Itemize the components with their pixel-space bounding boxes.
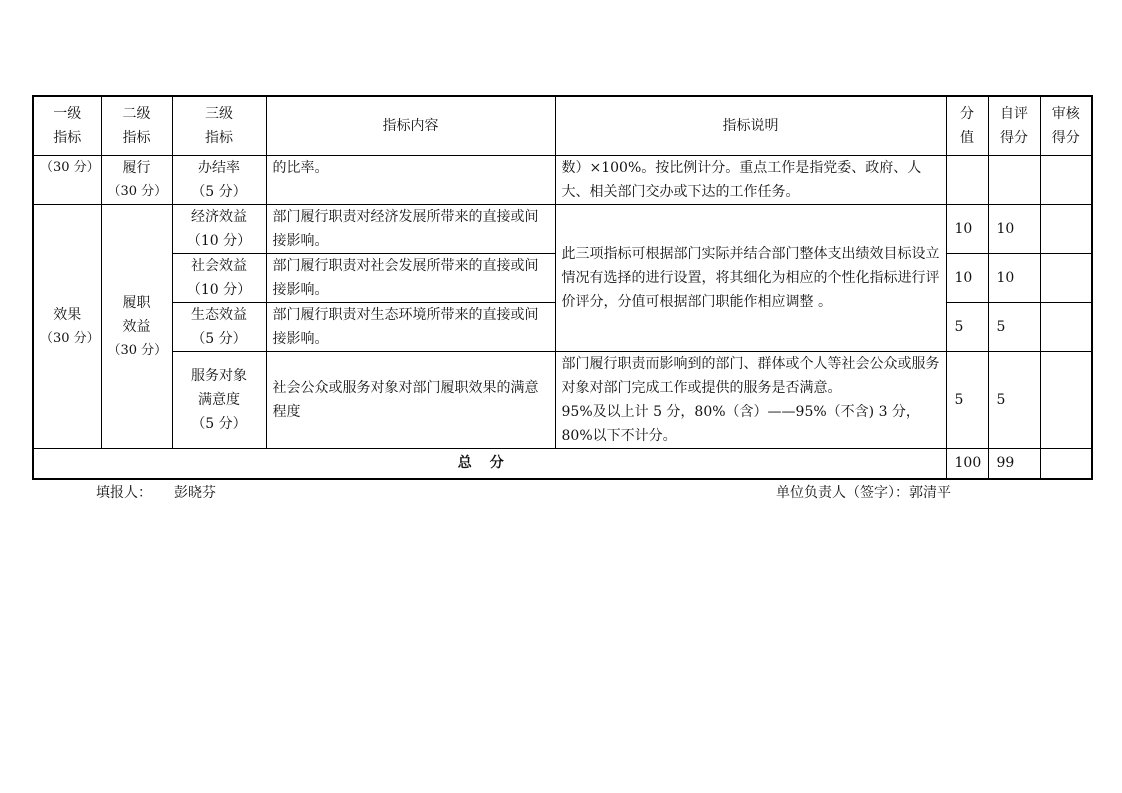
header-content: 指标内容 xyxy=(266,96,555,156)
table-row-economic-benefit xyxy=(33,205,1092,254)
content-cell-social: 部门履行职责对社会发展所带来的直接或间接影响。 xyxy=(266,254,555,303)
unit-head-name: 郭清平 xyxy=(909,485,951,501)
filler-info xyxy=(96,482,216,502)
audit-score-cell-economic xyxy=(1040,205,1092,254)
total-score: 100 xyxy=(946,449,988,479)
level3-name: 社会效益 xyxy=(191,258,247,274)
description-cell-completion-rate: 数）×100%。按比例计分。重点工作是指党委、政府、人大、相关部门交办或下达的工作任务。 xyxy=(555,156,946,205)
filler-label: 填报人： xyxy=(96,485,152,501)
audit-score-cell-satisfaction xyxy=(1040,352,1092,449)
level3-name: 办结率 xyxy=(198,160,240,176)
self-score-cell-economic: 10 xyxy=(988,205,1040,254)
level3-score: （5 分） xyxy=(191,331,247,347)
table-row-total xyxy=(33,449,1092,479)
audit-score-cell-empty xyxy=(1040,156,1092,205)
unit-head-label: 单位负责人（签字）： xyxy=(776,485,909,501)
score-cell-ecological: 5 xyxy=(946,303,988,352)
header-level2: 二级 指标 xyxy=(101,96,172,156)
self-score-cell-social: 10 xyxy=(988,254,1040,303)
total-label: 总分 xyxy=(33,449,946,479)
score-cell-economic: 10 xyxy=(946,205,988,254)
level2-name-line2: 效益 xyxy=(122,318,151,335)
self-score-cell-satisfaction: 5 xyxy=(988,352,1040,449)
level3-score: （10 分） xyxy=(186,282,252,298)
level2-cell-duty-benefit xyxy=(101,205,172,449)
level2-score: （30 分） xyxy=(107,342,168,358)
level2-score: （30 分） xyxy=(107,184,168,199)
filler-name: 彭晓芬 xyxy=(174,485,216,501)
level3-name: 经济效益 xyxy=(191,209,247,225)
level2-name: 履行 xyxy=(122,160,151,176)
header-score: 分 值 xyxy=(946,96,988,156)
table-row-satisfaction xyxy=(33,352,1092,449)
level3-name-line1: 服务对象 xyxy=(191,368,247,384)
performance-evaluation-table xyxy=(32,95,1093,480)
total-self-score: 99 xyxy=(988,449,1040,479)
unit-head-info xyxy=(776,482,951,502)
level3-cell-satisfaction xyxy=(172,352,266,449)
level3-score: （5 分） xyxy=(191,184,247,200)
content-cell-economic: 部门履行职责对经济发展所带来的直接或间接影响。 xyxy=(266,205,555,254)
header-audit-score: 审核 得分 xyxy=(1040,96,1092,156)
self-score-cell-empty xyxy=(988,156,1040,205)
level1-score-text: （30 分） xyxy=(40,160,100,175)
header-level1: 一级 指标 xyxy=(33,96,101,156)
score-cell-social: 10 xyxy=(946,254,988,303)
header-level3: 三级 指标 xyxy=(172,96,266,156)
table-row-completion-rate xyxy=(33,156,1092,205)
level3-score: （10 分） xyxy=(186,233,252,249)
level3-name-line2: 满意度 xyxy=(198,392,240,408)
audit-score-cell-social xyxy=(1040,254,1092,303)
level1-score: （30 分） xyxy=(40,330,100,346)
table-header-row xyxy=(33,96,1092,156)
level1-cell-continued xyxy=(33,156,101,205)
score-cell-satisfaction: 5 xyxy=(946,352,988,449)
description-line: 部门履行职责而影响到的部门、群体或个人等社会公众或服务对象对部门完成工作或提供的服务是否满意。 xyxy=(561,356,940,396)
level3-cell-social xyxy=(172,254,266,303)
content-cell-ecological: 部门履行职责对生态环境所带来的直接或间接影响。 xyxy=(266,303,555,352)
level1-cell-effect xyxy=(33,205,101,449)
content-cell-completion-rate: 的比率。 xyxy=(266,156,555,205)
description-line: 95%及以上计 5 分，80%（含）——95%（不含) 3 分， xyxy=(561,404,920,420)
level1-name: 效果 xyxy=(53,306,82,323)
level2-name-line1: 履职 xyxy=(122,294,151,311)
level3-cell-completion-rate xyxy=(172,156,266,205)
description-line: 80%以下不计分。 xyxy=(561,428,677,444)
level3-cell-ecological xyxy=(172,303,266,352)
level3-name: 生态效益 xyxy=(191,307,247,323)
header-self-score: 自评 得分 xyxy=(988,96,1040,156)
total-audit-score xyxy=(1040,449,1092,479)
signature-footer xyxy=(0,482,1122,506)
evaluation-sheet xyxy=(32,95,1091,480)
description-cell-shared: 此三项指标可根据部门实际并结合部门整体支出绩效目标设立情况有选择的进行设置，将其细化为相应的个性化指标进行评价评分，分值可根据部门职能作相应调整 。 xyxy=(555,205,946,352)
self-score-cell-ecological: 5 xyxy=(988,303,1040,352)
score-cell-empty xyxy=(946,156,988,205)
content-cell-satisfaction: 社会公众或服务对象对部门履职效果的满意程度 xyxy=(266,352,555,449)
level3-cell-economic xyxy=(172,205,266,254)
description-cell-satisfaction xyxy=(555,352,946,449)
header-description: 指标说明 xyxy=(555,96,946,156)
level3-score: （5 分） xyxy=(191,416,247,432)
audit-score-cell-ecological xyxy=(1040,303,1092,352)
level2-cell-continued xyxy=(101,156,172,205)
